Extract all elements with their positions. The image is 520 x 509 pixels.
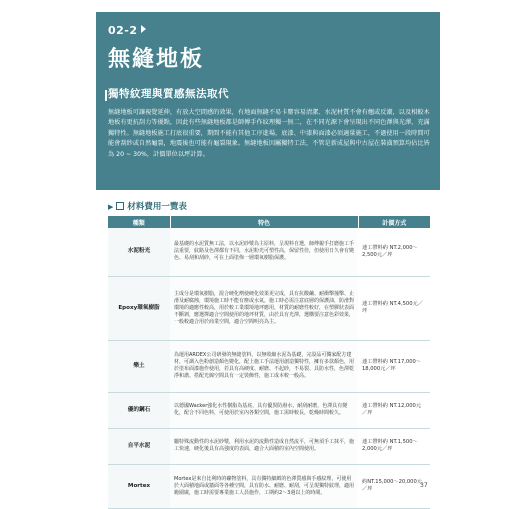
page-number: 37 — [420, 482, 428, 489]
material-price: 連工帶料約 NT.4,500元／坪 — [358, 276, 430, 340]
material-price: 連工帶料約 NT.2,000～2,500元／坪 — [358, 228, 430, 276]
material-feature: 最基礎的水泥質無工法，以水泥砂漿為主原料，呈現料自選，師傅親手打磨施工手法重要，紋路及色澤都有不同，水泥粉光可塑性高，保留性佳，但使用日久會有變色、易刮和刮砂，可在上面塗佈一層環氧樹脂保護。 — [170, 228, 358, 276]
material-feature: 為運用ARDEX公司研發的無縫塗料，以無收縮水泥為基礎，完設品可獨家配方建材，可調入色粉創造顏色變化，配上施工手法運用創造獨特性，擁有多款顏色，用於塗布面漆施作使用，若具有高硬度、耐磨、不起砂，不易裂、具防水性，色澤乾淨和諧、搭配光線空間具有一定裝飾性，施工成本較一般高。 — [170, 340, 358, 392]
page — [96, 12, 440, 494]
material-name: 優的鋼石 — [108, 392, 170, 428]
subtitle-bar — [105, 90, 107, 101]
material-price: 連工帶料約 NT.17,000～18,000元／坪 — [358, 340, 430, 392]
table-row — [108, 340, 430, 392]
page-subtitle: 獨特紋理與質感無法取代 — [108, 88, 229, 100]
material-price: 連工帶料約 NT.1,500～2,000元／坪 — [358, 428, 430, 464]
page-title: 無縫地板 — [108, 47, 205, 72]
material-feature: 主成分是環氧樹脂，混合硬化劑使硬化效果更完成，具有抗酸鹼、耐衝擊撞擊、止滑及耐腐蝕，環境施工時不能有塵或水氣，施工時必需注意底層的保護油，防滑對環境的適應性較高，用於較工業環境地坪應用，材質的耐磨性較好，在塑膠狀表面不斷剝，應選擇適合空間使用的地坪材質，由於具有光澤，選購要注意色彩效果，一般較適合用於商業空間，適合空間明亮為主。 — [170, 276, 358, 340]
triangle-right-icon — [141, 25, 146, 33]
column-header-price: 計價方式 — [358, 216, 430, 228]
table-row — [108, 276, 430, 340]
column-header-feature: 特色 — [170, 216, 358, 228]
checkbox-icon — [116, 202, 124, 210]
section-title-text: 材料費用一覽表 — [127, 202, 187, 212]
material-feature: 屬特殊流動性的水泥砂漿，利用水泥的流動性造成自然流平，可無須手工抹平，施工快速，硬化後具有高強度的表面，適合大面積的室內空間使用。 — [170, 428, 358, 464]
material-feature: 以德國Wacker強化水性樹脂為基底，具有優異防潑水，耐刮耐磨，色澤具有變化，配合不同色料，可使用於室內各類空間，施工需時較長，乾燥時間較久。 — [170, 392, 358, 428]
material-price: 連工帶料約 NT.12,000元／坪 — [358, 392, 430, 428]
chapter-label — [108, 24, 146, 37]
chapter-header — [96, 12, 440, 190]
intro-paragraph: 無縫地板可讓視覺延伸，有放大空間感的效果，有地面無縫不易卡塵容易清潔、水泥材質不會有翹或反潮，以及相較木地板有更抗刮力等優點，因此有些無縫地板都是師傅手作紋理獨一無二，在不同光源下會呈現出不同色澤與光澤，充滿獨特性。無縫地板施工打底很重要，期間不能有其他工序進場，底漆、中漆與面漆必須適量施工，不過使用一段時間可能會刮紗或自然龜裂，地震後也可能有龜裂現象。無縫地板因屬獨特工法，不管是新成屋與中古屋在裝潢預算均佔比皆為 20 ~ 30%，計價單位以坪計算。 — [108, 109, 430, 158]
table-row — [108, 428, 430, 464]
material-cost-table — [108, 216, 430, 509]
material-price: 約NT.15,000～20,000元／坪 — [358, 464, 430, 508]
material-name: 自平水泥 — [108, 428, 170, 464]
material-name: Mortex — [108, 464, 170, 508]
material-name: 水泥粉光 — [108, 228, 170, 276]
section-title — [108, 200, 187, 212]
material-name: 樂土 — [108, 340, 170, 392]
table-row — [108, 228, 430, 276]
column-header-type: 種類 — [108, 216, 170, 228]
chapter-number: 02-2 — [108, 24, 138, 37]
table-row — [108, 392, 430, 428]
table-header-row — [108, 216, 430, 228]
material-feature: Mortex是來自比利時的礦物塗料，具有獨特細緻的色澤質感與手感紋理，可使用於大面積地面或牆面等各種空間，具有防水、耐磨、耐刮，可呈現獨特紋理，適用範圍廣，施工時需要專業施工人員施作，工期約2～3週以上的時間。 — [170, 464, 358, 508]
material-name: Epoxy環氧樹脂 — [108, 276, 170, 340]
double-chevron-icon: ▶ — [108, 203, 114, 211]
table-row — [108, 464, 430, 508]
